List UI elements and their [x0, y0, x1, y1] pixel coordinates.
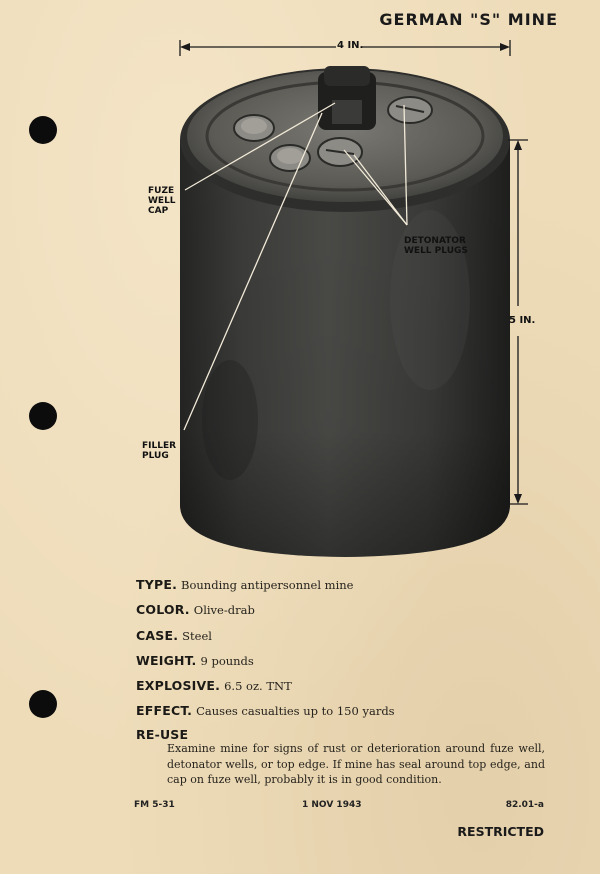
height-label: 5 IN.: [509, 315, 536, 326]
fuze-well-cap-icon: [318, 66, 376, 130]
reuse-paragraph: Examine mine for signs of rust or deterioration around fuze well, detonator wells, or top edge. If mine has seal around top edge, and cap on fuze well, probably it is in good condition.: [167, 742, 545, 786]
spec-list: [136, 574, 556, 749]
spec-type: TYPE. Bounding antipersonnel mine: [136, 577, 354, 592]
spec-explosive: EXPLOSIVE. 6.5 oz. TNT: [136, 678, 292, 694]
footer-date: 1 NOV 1943: [302, 800, 362, 810]
fuze-well-cap-callout: FUZE WELL CAP: [148, 186, 176, 216]
detonator-well-plugs-callout: DETONATOR WELL PLUGS: [404, 236, 468, 256]
binder-hole-bottom: [29, 690, 57, 718]
reuse-heading: RE-USE: [136, 726, 189, 742]
spec-color: COLOR. Olive-drab: [136, 602, 255, 618]
spec-effect: EFFECT. Causes casualties up to 150 yards: [136, 703, 395, 719]
footer-manual: FM 5-31: [134, 800, 175, 810]
spec-weight: WEIGHT. 9 pounds: [136, 652, 254, 668]
footer-page-code: 82.01-a: [505, 800, 544, 810]
page-title: GERMAN "S" MINE: [379, 10, 558, 29]
spec-case: CASE. Steel: [136, 627, 212, 643]
width-label: 4 IN.: [337, 40, 364, 51]
classification-stamp: RESTRICTED: [457, 824, 544, 839]
filler-plug-callout: FILLER PLUG: [142, 441, 177, 461]
